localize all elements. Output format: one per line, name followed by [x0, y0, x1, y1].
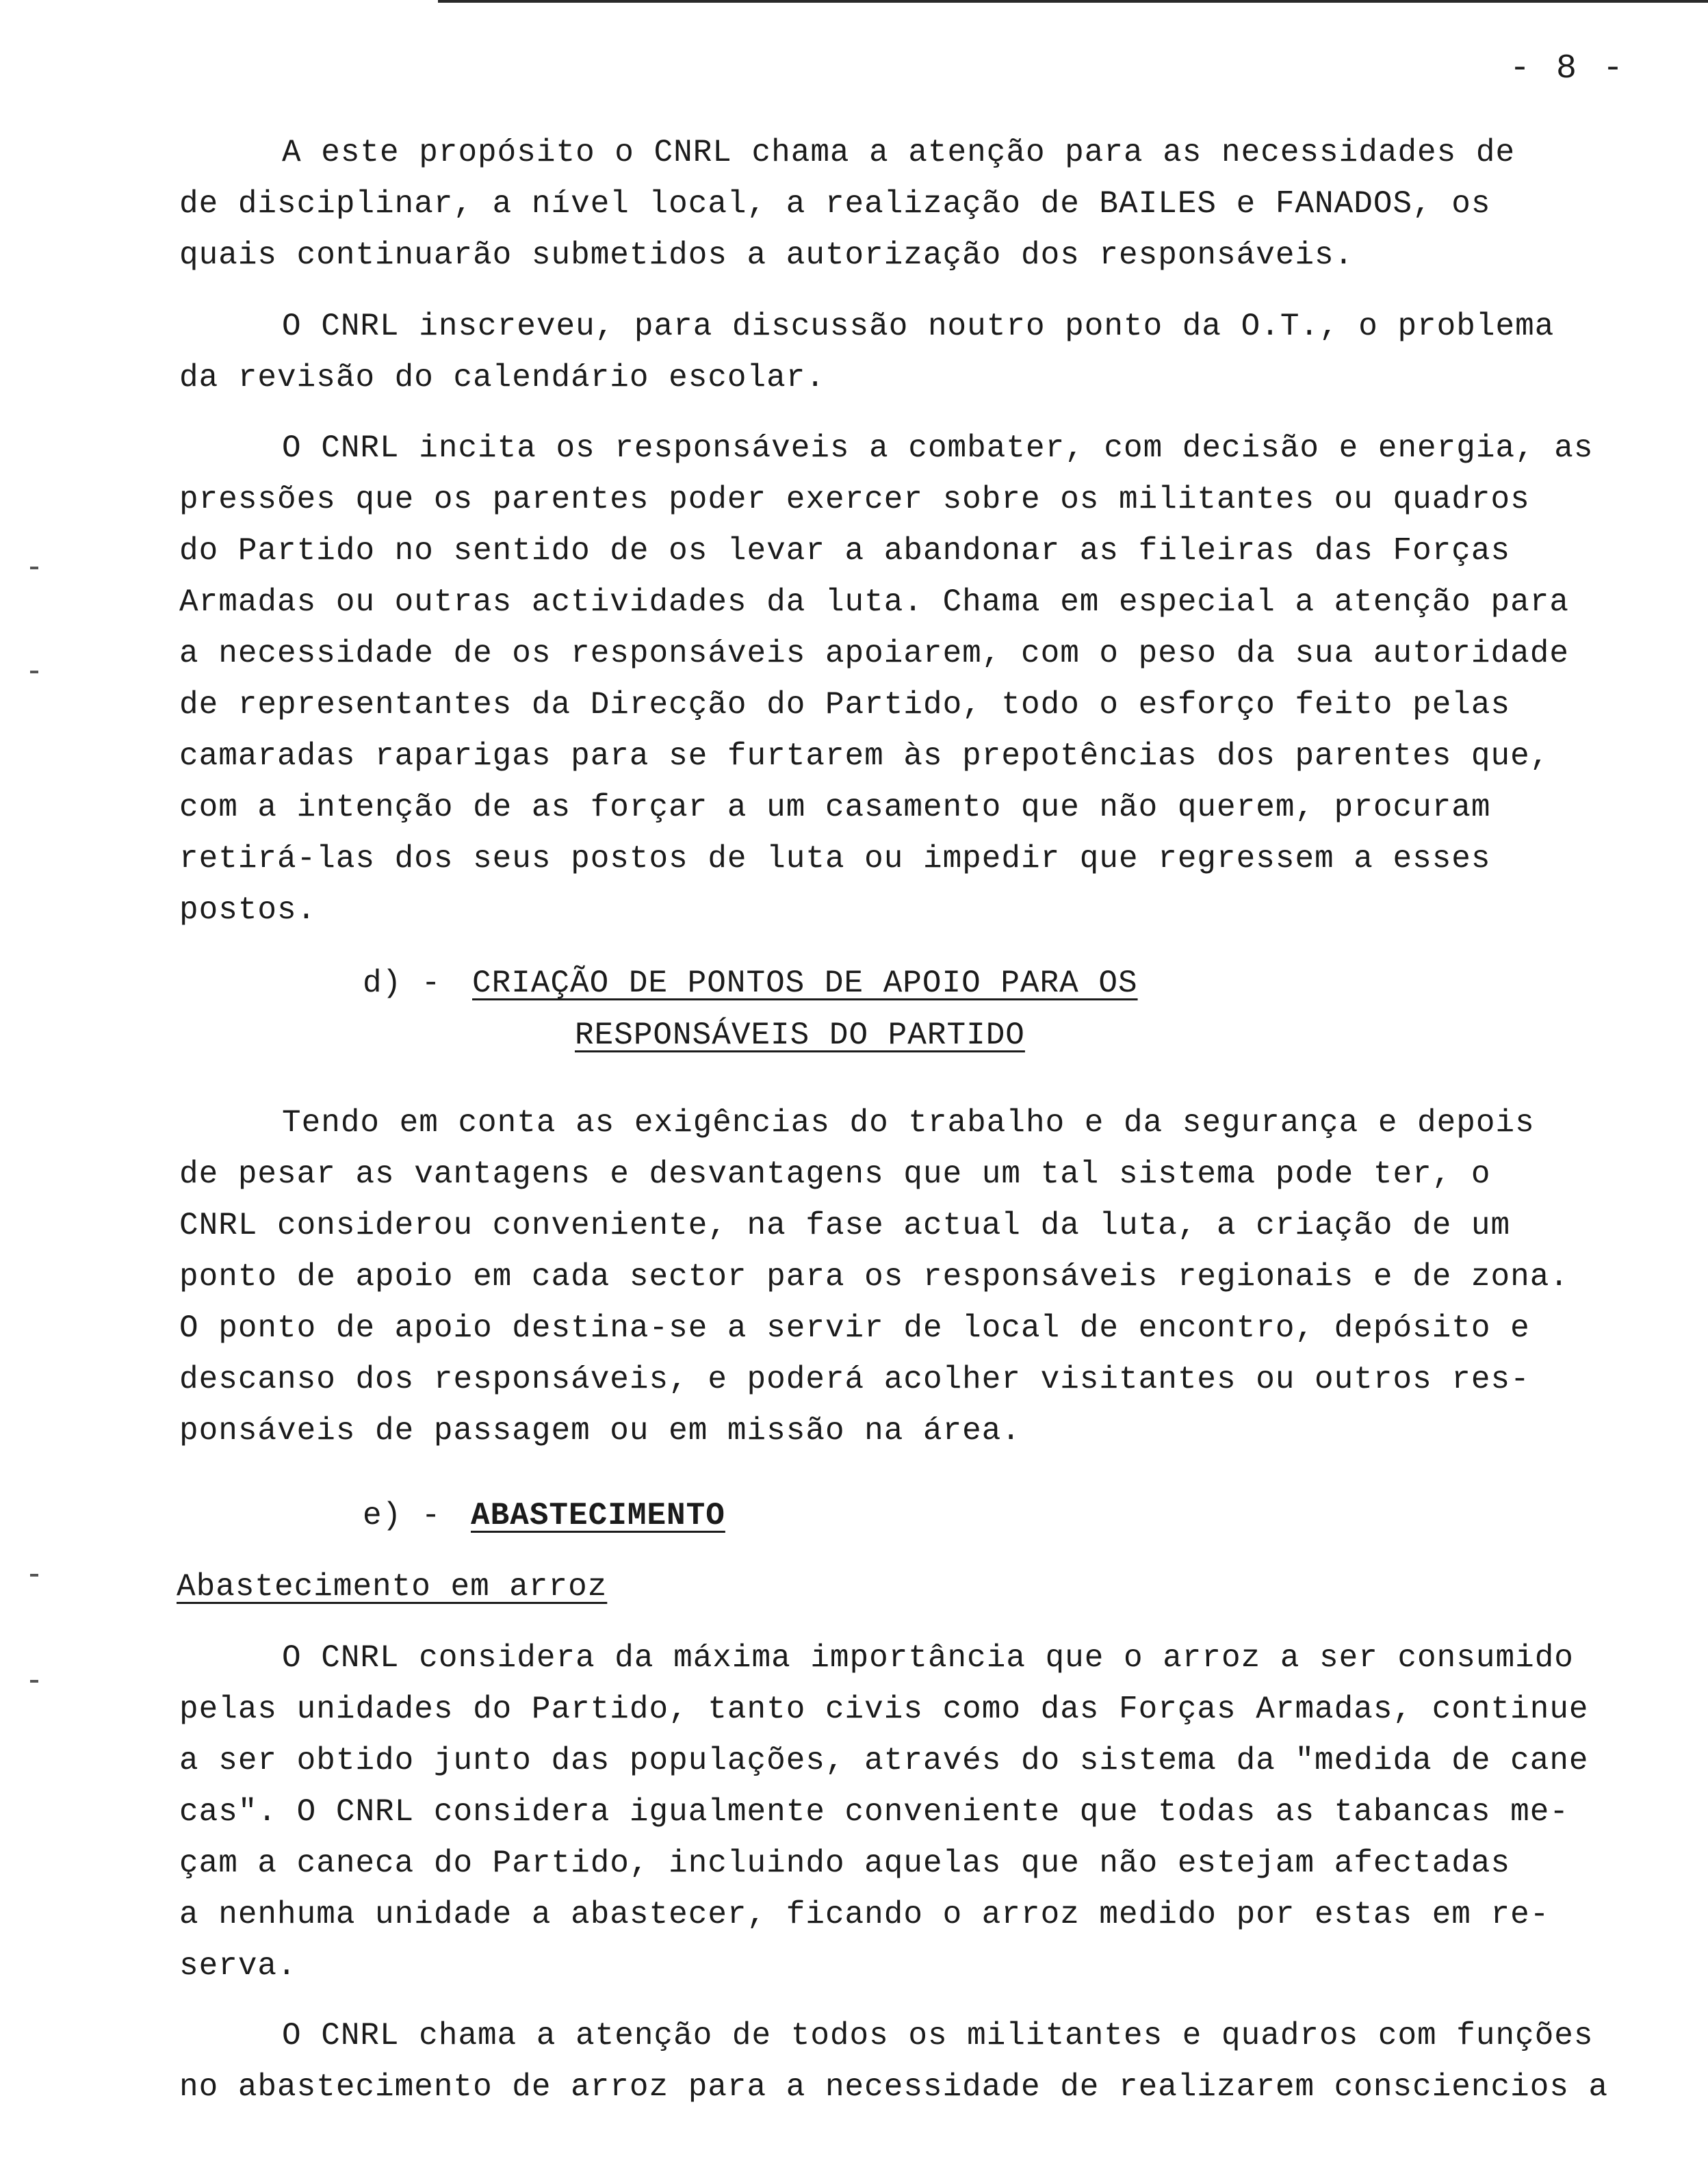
text-line: O CNRL incita os responsáveis a combater, com decisão e energia, as	[282, 430, 1594, 466]
text-line: A este propósito o CNRL chama a atenção para as necessidades de	[282, 135, 1516, 170]
text-line: ponto de apoio em cada sector para os responsáveis regionais e de zona.	[179, 1259, 1569, 1295]
text-line: do Partido no sentido de os levar a abandonar as fileiras das Forças	[179, 533, 1511, 569]
paragraph-calendario-escolar	[179, 301, 1685, 404]
text-line: pressões que os parentes poder exercer sobre os militantes ou quadros	[179, 482, 1530, 517]
text-line: O ponto de apoio destina-se a servir de local de encontro, depósito e	[179, 1310, 1530, 1346]
text-line: O CNRL considera da máxima importância que o arroz a ser consumido	[282, 1640, 1574, 1676]
text-line: O CNRL chama a atenção de todos os militantes e quadros com funções	[282, 2018, 1594, 2054]
text-line: com a intenção de as forçar a um casamento que não querem, procuram	[179, 790, 1491, 825]
top-rule	[438, 0, 1708, 3]
text-line: descanso dos responsáveis, e poderá acolher visitantes ou outros res-	[179, 1362, 1530, 1397]
margin-mark	[30, 567, 38, 569]
paragraph-arroz	[179, 1633, 1685, 1992]
text-line: CNRL considerou conveniente, na fase actual da luta, a criação de um	[179, 1208, 1511, 1243]
text-line: de representantes da Direcção do Partido, todo o esforço feito pelas	[179, 687, 1511, 723]
subheading-arroz: Abastecimento em arroz	[177, 1569, 608, 1605]
text-line: O CNRL inscreveu, para discussão noutro ponto da O.T., o problema	[282, 309, 1555, 344]
text-line: de pesar as vantagens e desvantagens que um tal sistema pode ter, o	[179, 1156, 1491, 1192]
margin-mark	[30, 1574, 38, 1577]
heading-d-line1: CRIAÇÃO DE PONTOS DE APOIO PARA OS	[472, 966, 1138, 1001]
paragraph-pressoes-parentes	[179, 423, 1685, 936]
text-line: a nenhuma unidade a abastecer, ficando o arroz medido por estas em re-	[179, 1897, 1550, 1932]
heading-d-prefix: d) -	[363, 966, 461, 1001]
paragraph-atencao-militantes	[179, 2010, 1685, 2113]
text-line: retirá-las dos seus postos de luta ou impedir que regressem a esses	[179, 841, 1491, 877]
heading-d-line2: RESPONSÁVEIS DO PARTIDO	[575, 1018, 1025, 1053]
text-line: Armadas ou outras actividades da luta. Chama em especial a atenção para	[179, 584, 1569, 620]
text-line: pelas unidades do Partido, tanto civis como das Forças Armadas, continue	[179, 1692, 1589, 1727]
heading-e-prefix: e) -	[363, 1498, 461, 1533]
paragraph-pontos-apoio	[179, 1098, 1685, 1457]
text-line: cas". O CNRL considera igualmente conveniente que todas as tabancas me-	[179, 1794, 1569, 1830]
paragraph-bailes-fanados	[179, 127, 1685, 281]
text-line: a necessidade de os responsáveis apoiarem, com o peso da sua autoridade	[179, 636, 1569, 671]
text-line: camaradas raparigas para se furtarem às prepotências dos parentes que,	[179, 738, 1550, 774]
text-line: da revisão do calendário escolar.	[179, 360, 825, 396]
text-line: a ser obtido junto das populações, através do sistema da "medida de cane	[179, 1743, 1589, 1778]
text-line: de disciplinar, a nível local, a realização de BAILES e FANADOS, os	[179, 186, 1491, 222]
text-line: quais continuarão submetidos a autorização dos responsáveis.	[179, 237, 1354, 273]
text-line: postos.	[179, 892, 317, 928]
text-line: ponsáveis de passagem ou em missão na área.	[179, 1413, 1021, 1449]
text-line: Tendo em conta as exigências do trabalho e da segurança e depois	[282, 1105, 1535, 1141]
margin-mark	[30, 671, 38, 673]
text-line: serva.	[179, 1948, 297, 1984]
margin-mark	[30, 1680, 38, 1683]
page-number: - 8 -	[1509, 49, 1626, 88]
text-line: no abastecimento de arroz para a necessidade de realizarem consciencios a	[179, 2069, 1609, 2105]
text-line: çam a caneca do Partido, incluindo aquelas que não estejam afectadas	[179, 1845, 1511, 1881]
heading-e-title: ABASTECIMENTO	[471, 1498, 725, 1533]
